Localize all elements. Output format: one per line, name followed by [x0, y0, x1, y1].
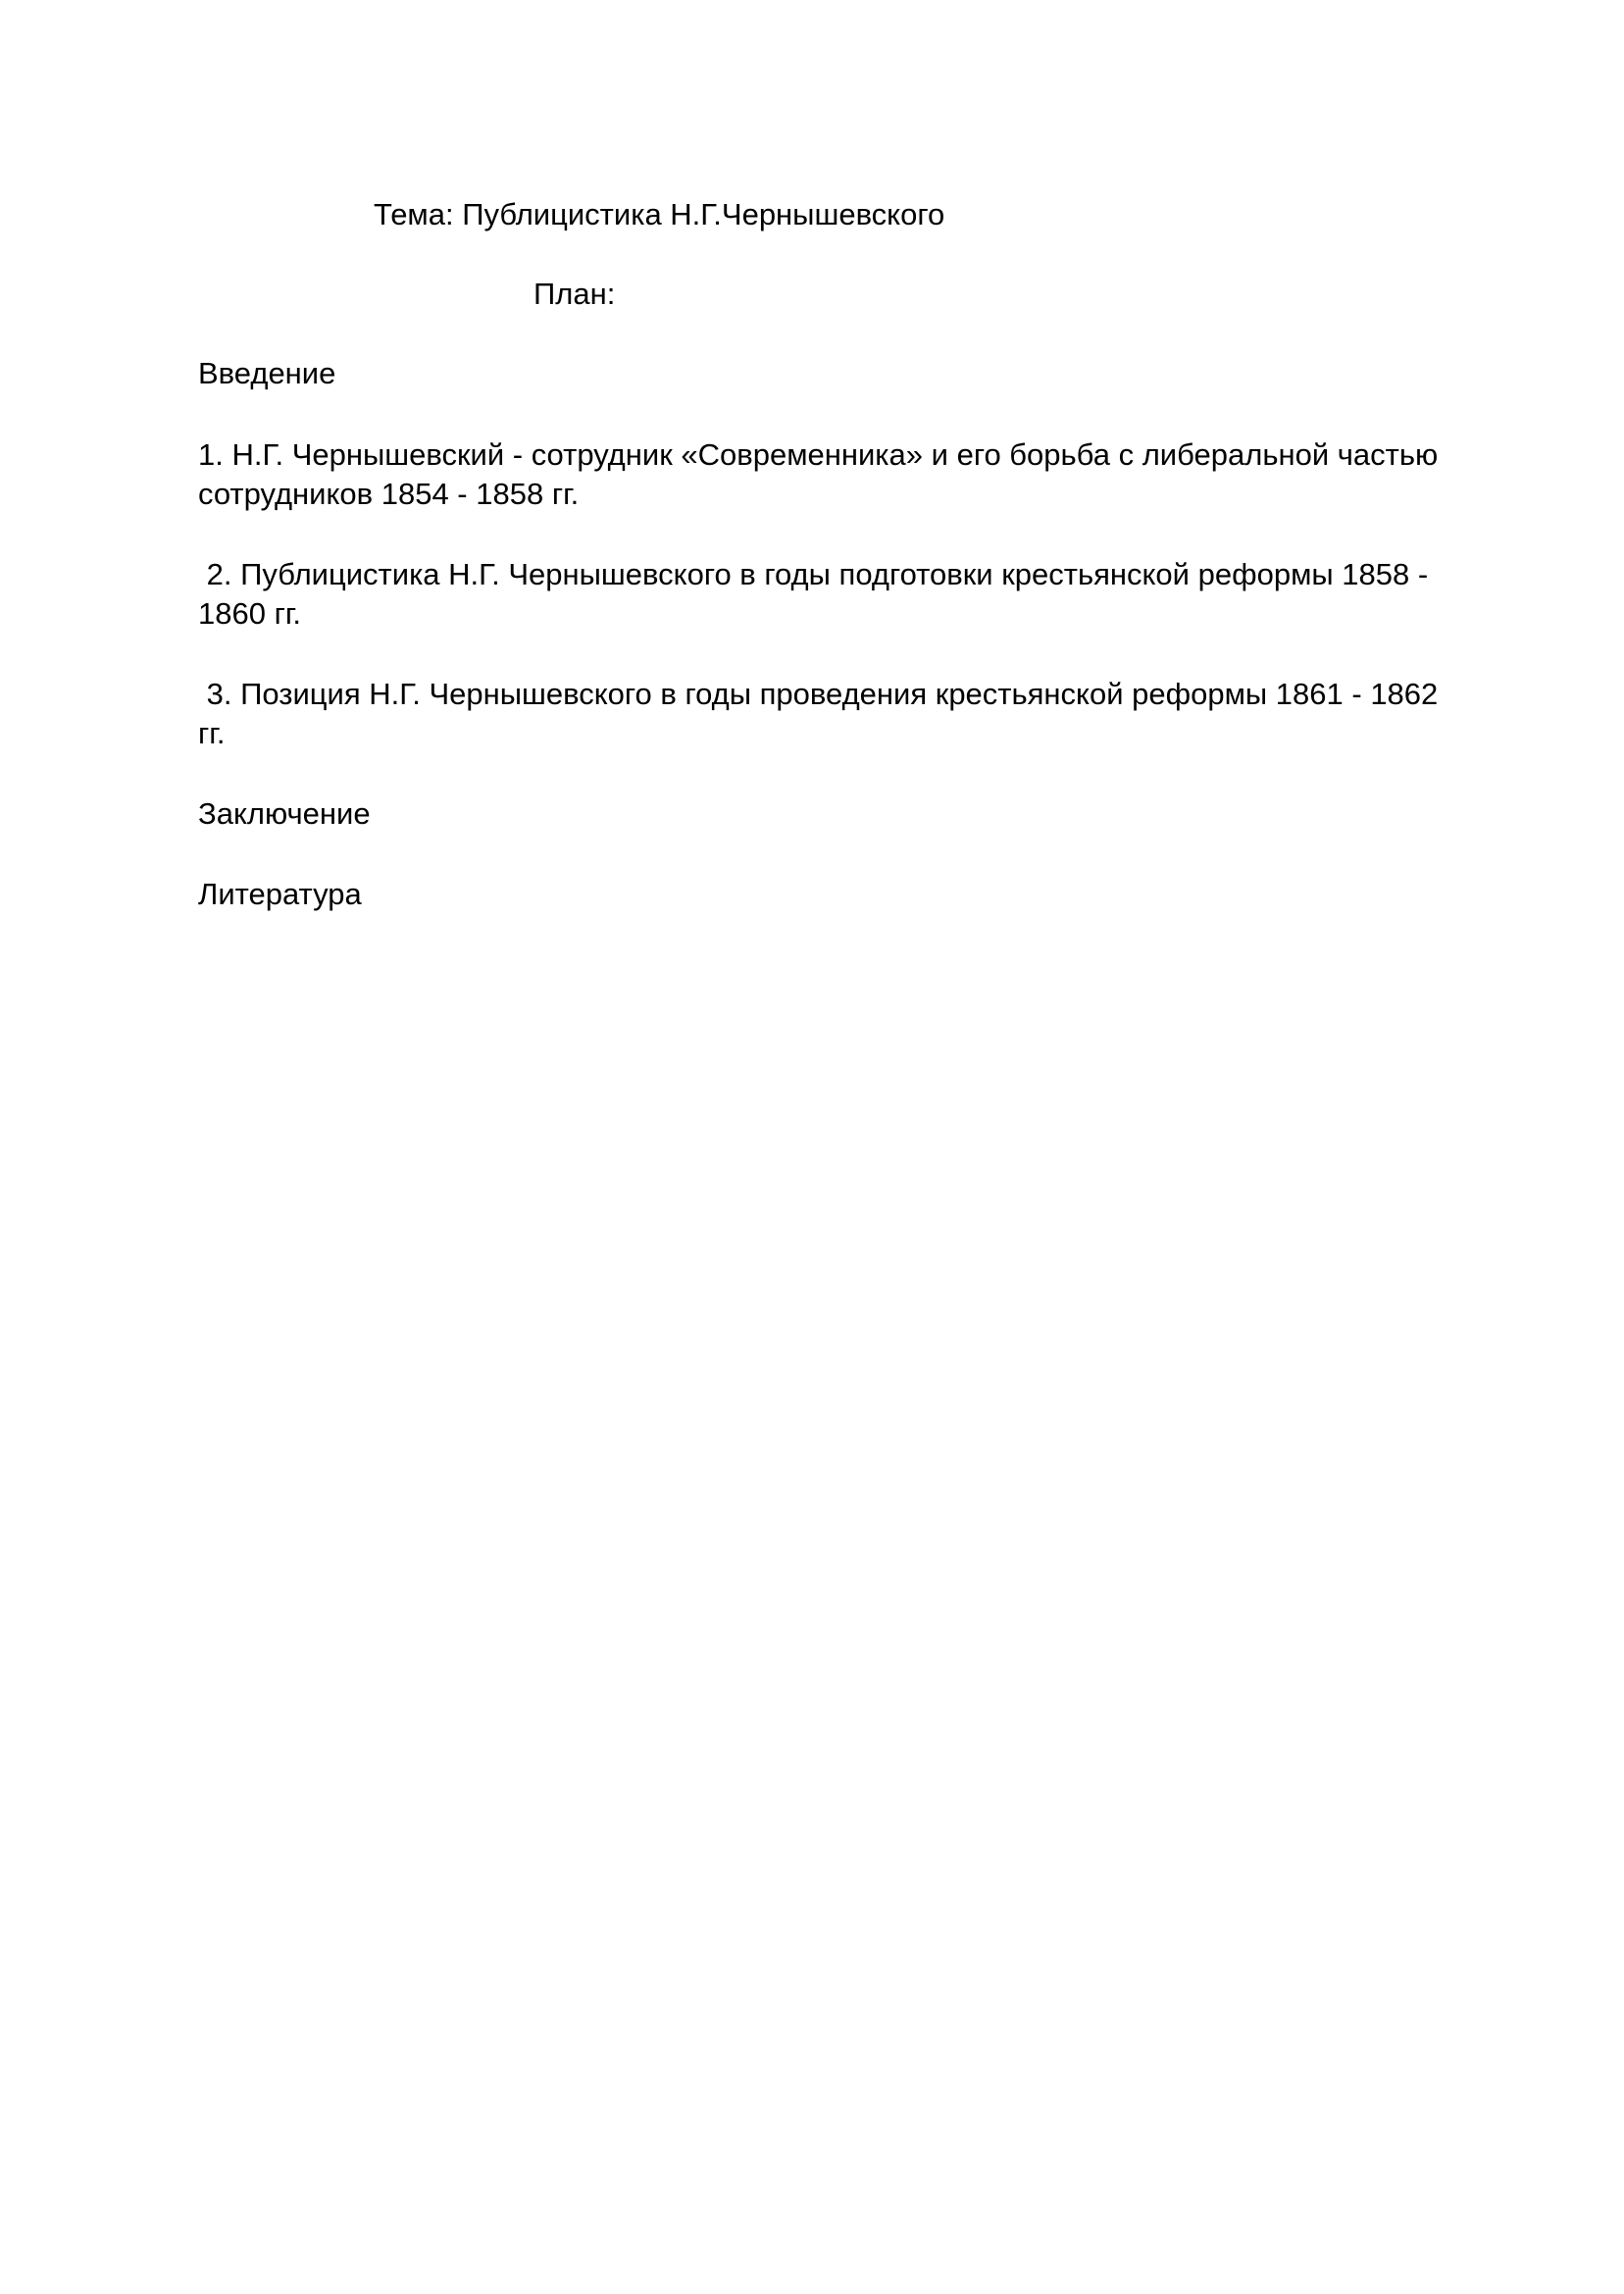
toc-section-2-line-1: 2. Публицистика Н.Г. Чернышевского в годы подготовки крестьянской реформы 1858 - [198, 557, 1429, 591]
toc-section-3-line-2: гг. [198, 716, 226, 750]
toc-conclusion: Заключение [198, 796, 371, 831]
toc-section-1 [198, 435, 1444, 514]
toc-section-2-line-2: 1860 гг. [198, 596, 302, 631]
plan-heading: План: [533, 277, 616, 311]
toc-section-1-line-2: сотрудников 1854 - 1858 гг. [198, 477, 580, 511]
toc-section-1-line-1: 1. Н.Г. Чернышевский - сотрудник «Современника» и его борьба с либеральной частью [198, 437, 1439, 472]
document-title: Тема: Публицистика Н.Г.Чернышевского [374, 197, 945, 231]
toc-literature: Литература [198, 877, 362, 911]
toc-section-3-line-1: 3. Позиция Н.Г. Чернышевского в годы проведения крестьянской реформы 1861 - 1862 [198, 677, 1439, 711]
toc-section-2 [198, 555, 1444, 634]
toc-section-3 [198, 675, 1444, 753]
toc-introduction: Введение [198, 356, 336, 390]
